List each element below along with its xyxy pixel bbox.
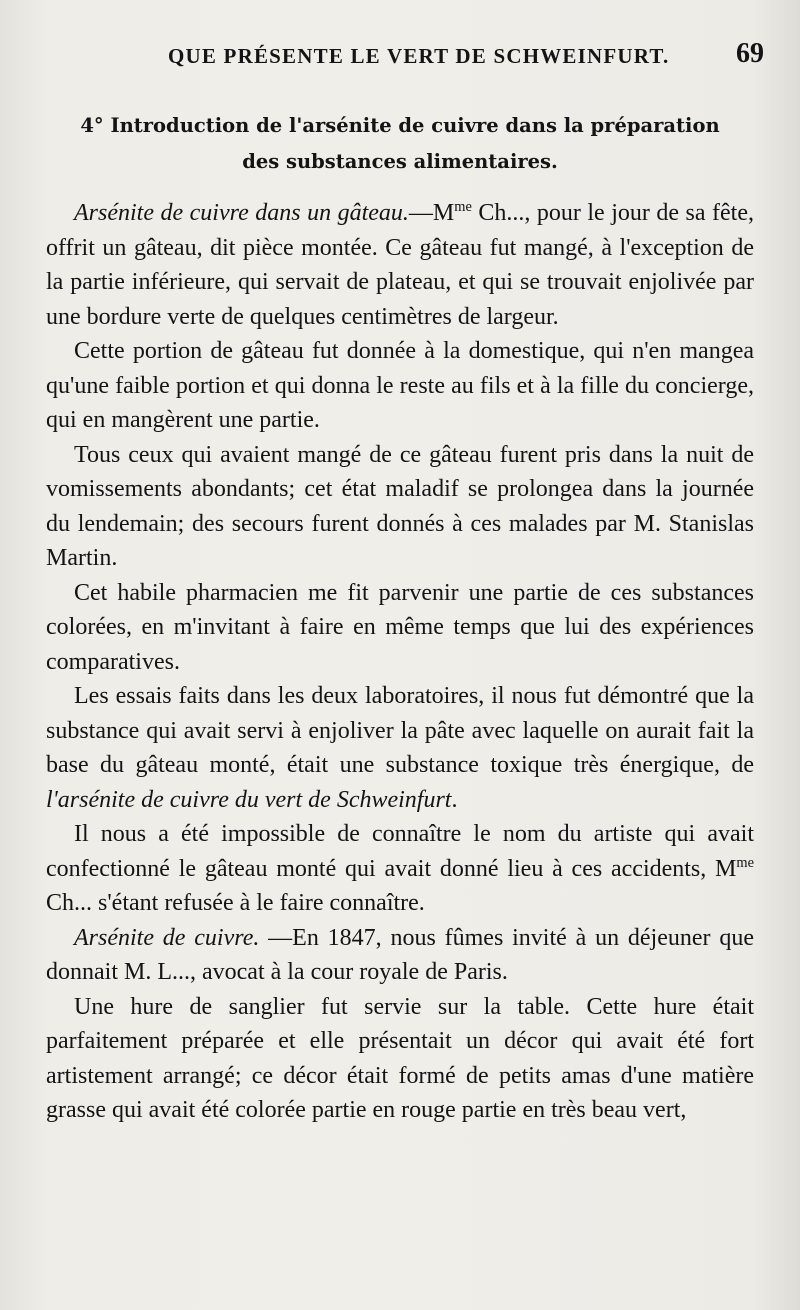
section-heading-line-1	[46, 108, 754, 144]
paragraph-5	[46, 679, 754, 817]
section-title-line-1: Introduction de l'arsénite de cuivre dans la préparation	[110, 114, 720, 137]
body-text	[46, 196, 754, 1128]
paragraph-3: Tous ceux qui avaient mangé de ce gâteau furent pris dans la nuit de vomissements abondants; cet état maladif se prolongea dans la journée du lendemain; des secours furent donnés à ces malades par M. Stanislas Martin.	[46, 441, 754, 571]
paragraph-7	[46, 921, 754, 990]
paragraph-1-italic: Arsénite de cuivre dans un gâteau.	[74, 200, 409, 226]
paragraph-1-dash: —M	[408, 200, 455, 226]
paragraph-7-text: —En 1847, nous fûmes invité à un déjeuner que donnait M. L..., avocat à la cour royale de Paris.	[46, 924, 754, 985]
paragraph-2: Cette portion de gâteau fut donnée à la domestique, qui n'en mangea qu'une faible portion et qui donna le reste au fils et à la fille du concierge, qui en mangèrent une partie.	[46, 338, 754, 433]
paragraph-1	[46, 196, 754, 334]
paragraph-4: Cet habile pharmacien me fit parvenir une partie de ces substances colorées, en m'invitant à faire en même temps que lui des expériences comparatives.	[46, 579, 754, 675]
paragraph-6-superscript: me	[736, 854, 754, 871]
paragraph-1-text: Ch..., pour le jour de sa fête, offrit un gâteau, dit pièce montée. Ce gâteau fut mangé, à l'exception de la partie inférieure, qui servait de plateau, et qui se trouvait enjolivée par une bordure verte de quelques centimètres de largeur.	[46, 200, 754, 330]
section-number: 4°	[80, 114, 104, 137]
paragraph-7-italic: Arsénite de cuivre.	[74, 924, 260, 951]
section-heading	[46, 108, 754, 180]
paragraph-1-superscript: me	[454, 199, 472, 215]
page-header	[168, 36, 764, 76]
paragraph-6-text: Il nous a été impossible de connaître le nom du artiste qui avait confectionné le gâteau monté qui avait donné lieu à ces accidents, M	[46, 821, 754, 882]
paragraph-5-text: Les essais faits dans les deux laboratoires, il nous fut démontré que la substance qui avait servi à enjoliver la pâte avec laquelle on aurait fait la base du gâteau monté, était une substance toxique très énergique, de	[46, 683, 754, 778]
paragraph-6-end: Ch... s'étant refusée à le faire connaître.	[46, 890, 425, 916]
paragraph-5-italic: l'arsénite de cuivre du vert de Schweinfurt	[46, 786, 452, 813]
paragraph-5-end: .	[451, 786, 458, 813]
running-head: QUE PRÉSENTE LE VERT DE SCHWEINFURT.	[168, 44, 670, 68]
paragraph-8: Une hure de sanglier fut servie sur la table. Cette hure était parfaitement préparée et elle présentait un décor qui avait été fort artistement arrangé; ce décor était formé de petits amas d'une matière grasse qui avait été colorée partie en rouge partie en très beau vert,	[46, 993, 754, 1123]
page-number: 69	[736, 38, 764, 69]
section-title-line-2: des substances alimentaires.	[242, 150, 558, 173]
paragraph-6	[46, 817, 754, 921]
